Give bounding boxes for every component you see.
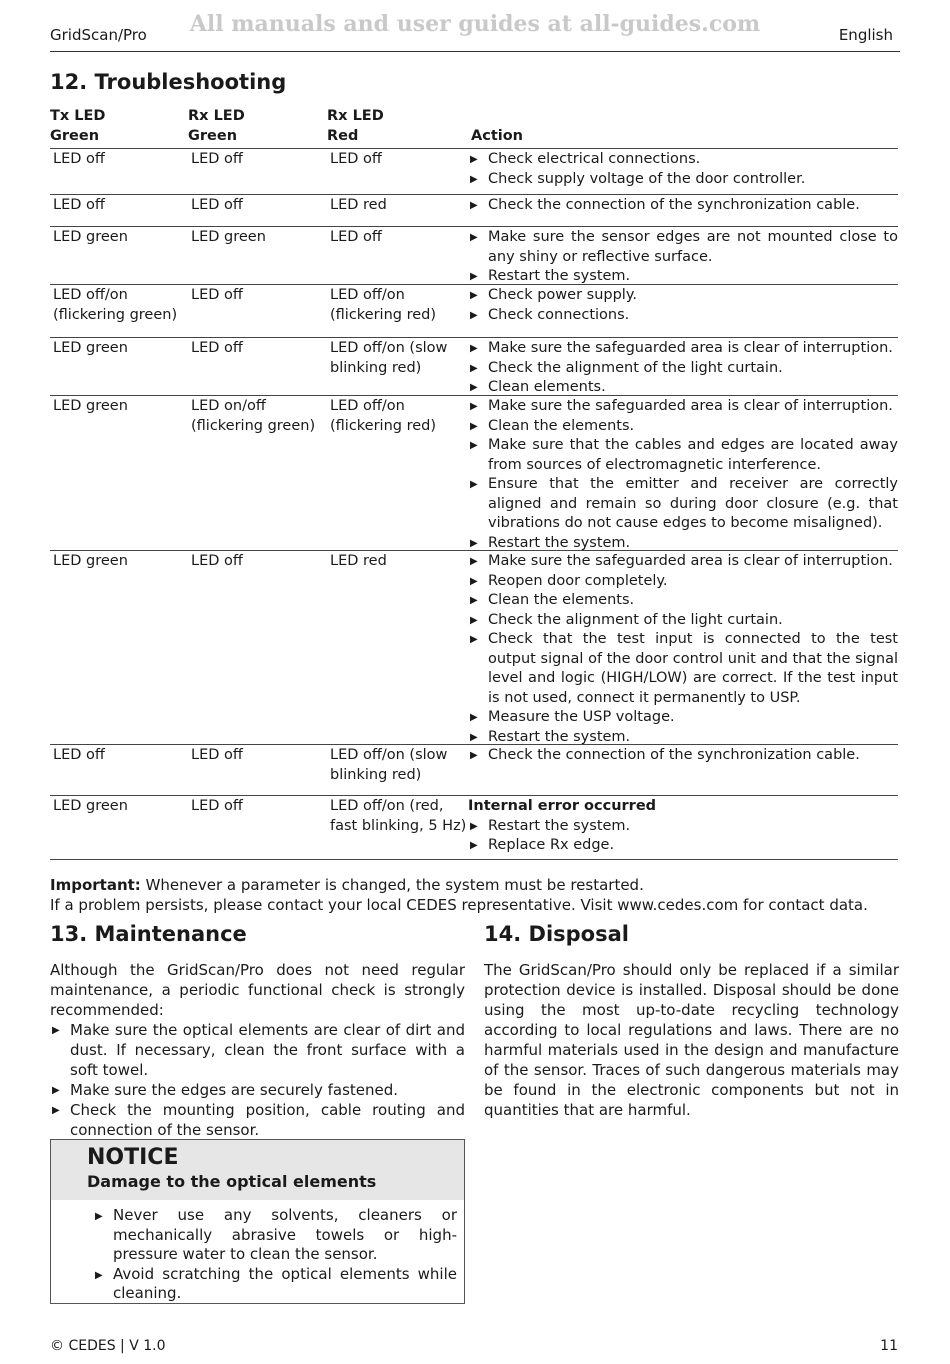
action-item [468,339,898,359]
action-text: Replace Rx edge. [488,837,615,853]
bullet-arrow-icon: ▶ [470,154,478,165]
bullet-arrow-icon: ▶ [470,382,478,393]
troubleshooting-title: 12. Troubleshooting [50,70,287,94]
notice-title: NOTICE [87,1145,179,1170]
action-text: Check the connection of the synchronization cable. [488,747,860,763]
action-text: Check that the test input is connected to the test output signal of the door control unit and that the signal level and logic (HIGH/LOW) are correct. If the test input is not used, connect it permanently to USP. [488,631,898,706]
list-item-text: Check the mounting position, cable routing and connection of the sensor. [70,1101,465,1139]
action-item [468,611,898,631]
action-text: Make sure the safeguarded area is clear of interruption. [488,553,893,569]
action-text: Restart the system. [488,728,631,745]
table-row [50,550,898,745]
action-item [468,196,898,216]
rx-red-cell: LED off [330,151,382,167]
bullet-arrow-icon: ▶ [470,290,478,301]
list-item [50,1100,465,1140]
col-tx-header [50,106,105,146]
action-text: Clean elements. [488,379,606,395]
table-bottom-rule [50,859,898,860]
action-text: Make sure that the cables and edges are located away from sources of electromagnetic interference. [488,437,898,473]
troubleshooting-table [50,148,898,860]
action-item [468,417,898,437]
col-tx-line2: Green [50,128,100,144]
col-rxg-line1: Rx LED [188,108,245,124]
action-text: Check the alignment of the light curtain. [488,359,783,376]
bullet-arrow-icon: ▶ [52,1025,60,1036]
bullet-arrow-icon: ▶ [470,820,478,832]
table-row [50,744,898,796]
action-text: Clean the elements. [488,417,635,434]
rx-red-cell: LED off/on (red, fast blinking, 5 Hz) [330,798,467,834]
action-item [468,397,898,417]
list-item-text: Make sure the edges are securely fastened. [70,1081,399,1099]
action-text: Ensure that the emitter and receiver are correctly aligned and remain so during door closure (e.g. that vibrations do not cause edges to become misaligned). [488,476,898,531]
action-text: Check supply voltage of the door controller. [488,170,806,187]
bullet-arrow-icon: ▶ [470,595,478,606]
action-text: Check electrical connections. [488,151,701,167]
table-row [50,226,898,285]
table-row [50,395,898,551]
bullet-arrow-icon: ▶ [470,440,478,451]
bullet-arrow-icon: ▶ [52,1105,60,1116]
action-text: Restart the system. [488,817,631,834]
action-text: Restart the system. [488,534,631,551]
contact-text: If a problem persists, please contact your local CEDES representative. Visit www.cedes.com for contact data. [50,896,868,914]
list-item-text: Make sure the optical elements are clear of dirt and dust. If necessary, clean the front surface with a soft towel. [70,1021,465,1079]
table-row [50,148,898,195]
action-text: Restart the system. [488,268,631,284]
bullet-arrow-icon: ▶ [470,731,478,743]
tx-led-cell: LED off [53,747,105,763]
bullet-arrow-icon: ▶ [470,479,478,490]
bullet-arrow-icon: ▶ [470,750,478,761]
action-text: Check connections. [488,306,630,323]
rx-red-cell: LED red [330,197,387,213]
bullet-arrow-icon: ▶ [470,200,478,211]
col-tx-line1: Tx LED [50,108,106,124]
table-row [50,194,898,227]
action-item [468,817,898,837]
action-cell [468,397,898,553]
rx-red-cell: LED off/on (slow blinking red) [330,747,448,783]
col-rx-red-header [327,106,384,146]
bullet-arrow-icon: ▶ [470,420,478,432]
action-item [468,359,898,379]
action-item [468,630,898,708]
header-product: GridScan/Pro [50,26,147,44]
tx-led-cell: LED green [53,340,128,356]
action-item [468,552,898,572]
action-item [468,708,898,728]
col-rxg-line2: Green [188,128,238,144]
rx-red-cell: LED off/on (flickering red) [330,287,437,323]
col-rxr-line1: Rx LED [327,108,384,124]
action-heading: Internal error occurred [468,798,657,814]
action-item [468,836,898,856]
action-cell [468,150,898,189]
rx-green-cell: LED off [191,798,243,814]
header-rule [50,51,900,52]
list-item [93,1206,457,1265]
important-note [50,875,910,915]
action-text: Measure the USP voltage. [488,709,675,725]
rx-red-cell: LED off [330,229,382,245]
bullet-arrow-icon: ▶ [470,840,478,851]
bullet-arrow-icon: ▶ [470,614,478,626]
list-item-text: Avoid scratching the optical elements while cleaning. [113,1264,457,1302]
important-text: Whenever a parameter is changed, the system must be restarted. [140,876,644,894]
tx-led-cell: LED off [53,197,105,213]
action-text: Reopen door completely. [488,572,668,589]
bullet-arrow-icon: ▶ [470,343,478,354]
action-item [468,591,898,611]
rx-green-cell: LED off [191,747,243,763]
rx-green-cell: LED off [191,553,243,569]
footer-page-number: 11 [880,1338,898,1354]
action-item [468,436,898,475]
tx-led-cell: LED green [53,553,128,569]
maintenance-list [50,1020,465,1140]
rx-red-cell: LED off/on (flickering red) [330,398,437,434]
action-cell [468,286,898,325]
tx-led-cell: LED off/on (flickering green) [53,287,178,323]
disposal-text: The GridScan/Pro should only be replaced if a similar protection device is installed. Disposal should be done using the most up-to-date recycling technology according to local regulations and laws. There are no harmful materials used in the design and manufacture of the sensor. Traces of such dangerous materials may be found in the electronic components but not in quantities that are harmful. [484,961,899,1119]
action-text: Make sure the safeguarded area is clear of interruption. [488,340,893,356]
list-item [93,1265,457,1304]
bullet-arrow-icon: ▶ [470,232,478,243]
action-item [468,228,898,267]
action-cell [468,797,898,856]
maintenance-title: 13. Maintenance [50,922,247,946]
action-text: Clean the elements. [488,592,635,608]
bullet-arrow-icon: ▶ [52,1085,60,1096]
bullet-arrow-icon: ▶ [470,556,478,567]
action-item [468,306,898,326]
notice-subtitle: Damage to the optical elements [87,1172,377,1191]
rx-red-cell: LED off/on (slow blinking red) [330,340,448,376]
bullet-arrow-icon: ▶ [95,1269,103,1281]
bullet-arrow-icon: ▶ [470,401,478,412]
rx-green-cell: LED on/off (flickering green) [191,398,316,434]
notice-list [93,1206,457,1304]
tx-led-cell: LED green [53,229,128,245]
rx-green-cell: LED off [191,197,243,213]
action-cell [468,196,898,216]
action-cell [468,228,898,287]
action-text: Make sure the sensor edges are not mounted close to any shiny or reflective surface. [488,229,898,265]
bullet-arrow-icon: ▶ [470,271,478,282]
action-text: Check the connection of the synchronization cable. [488,197,860,213]
action-item [468,572,898,592]
action-cell [468,746,898,766]
rx-green-cell: LED green [191,229,266,245]
list-item [50,1020,465,1080]
rx-green-cell: LED off [191,340,243,356]
action-item [468,286,898,306]
bullet-arrow-icon: ▶ [470,575,478,587]
action-item [468,746,898,766]
action-cell [468,552,898,747]
action-item [468,475,898,534]
maintenance-intro: Although the GridScan/Pro does not need regular maintenance, a periodic functional check is strongly recommended: [50,961,465,1019]
action-item [468,150,898,170]
footer-copyright: © CEDES | V 1.0 [50,1338,166,1354]
col-rxr-line2: Red [327,128,359,144]
rx-green-cell: LED off [191,287,243,303]
action-item [468,170,898,190]
rx-red-cell: LED red [330,553,387,569]
table-row [50,337,898,396]
action-text: Make sure the safeguarded area is clear of interruption. [488,398,893,414]
action-text: Check power supply. [488,287,637,303]
tx-led-cell: LED off [53,151,105,167]
rx-green-cell: LED off [191,151,243,167]
col-action-header: Action [471,128,524,144]
table-row [50,795,898,861]
tx-led-cell: LED green [53,398,128,414]
bullet-arrow-icon: ▶ [470,309,478,321]
col-rx-green-header [188,106,245,146]
action-cell [468,339,898,398]
table-row [50,284,898,338]
tx-led-cell: LED green [53,798,128,814]
bullet-arrow-icon: ▶ [470,537,478,549]
important-label: Important: [50,876,141,894]
bullet-arrow-icon: ▶ [470,634,478,645]
list-item [50,1080,465,1100]
bullet-arrow-icon: ▶ [95,1211,103,1222]
watermark: All manuals and user guides at all-guides.com [189,11,761,37]
header-language: English [838,26,893,44]
disposal-title: 14. Disposal [484,922,629,946]
bullet-arrow-icon: ▶ [470,712,478,723]
bullet-arrow-icon: ▶ [470,362,478,374]
list-item-text: Never use any solvents, cleaners or mechanically abrasive towels or high-pressure water to clean the sensor. [113,1206,457,1263]
bullet-arrow-icon: ▶ [470,173,478,185]
action-text: Check the alignment of the light curtain. [488,611,783,628]
notice-box [50,1139,465,1304]
maintenance-body [50,960,465,1140]
